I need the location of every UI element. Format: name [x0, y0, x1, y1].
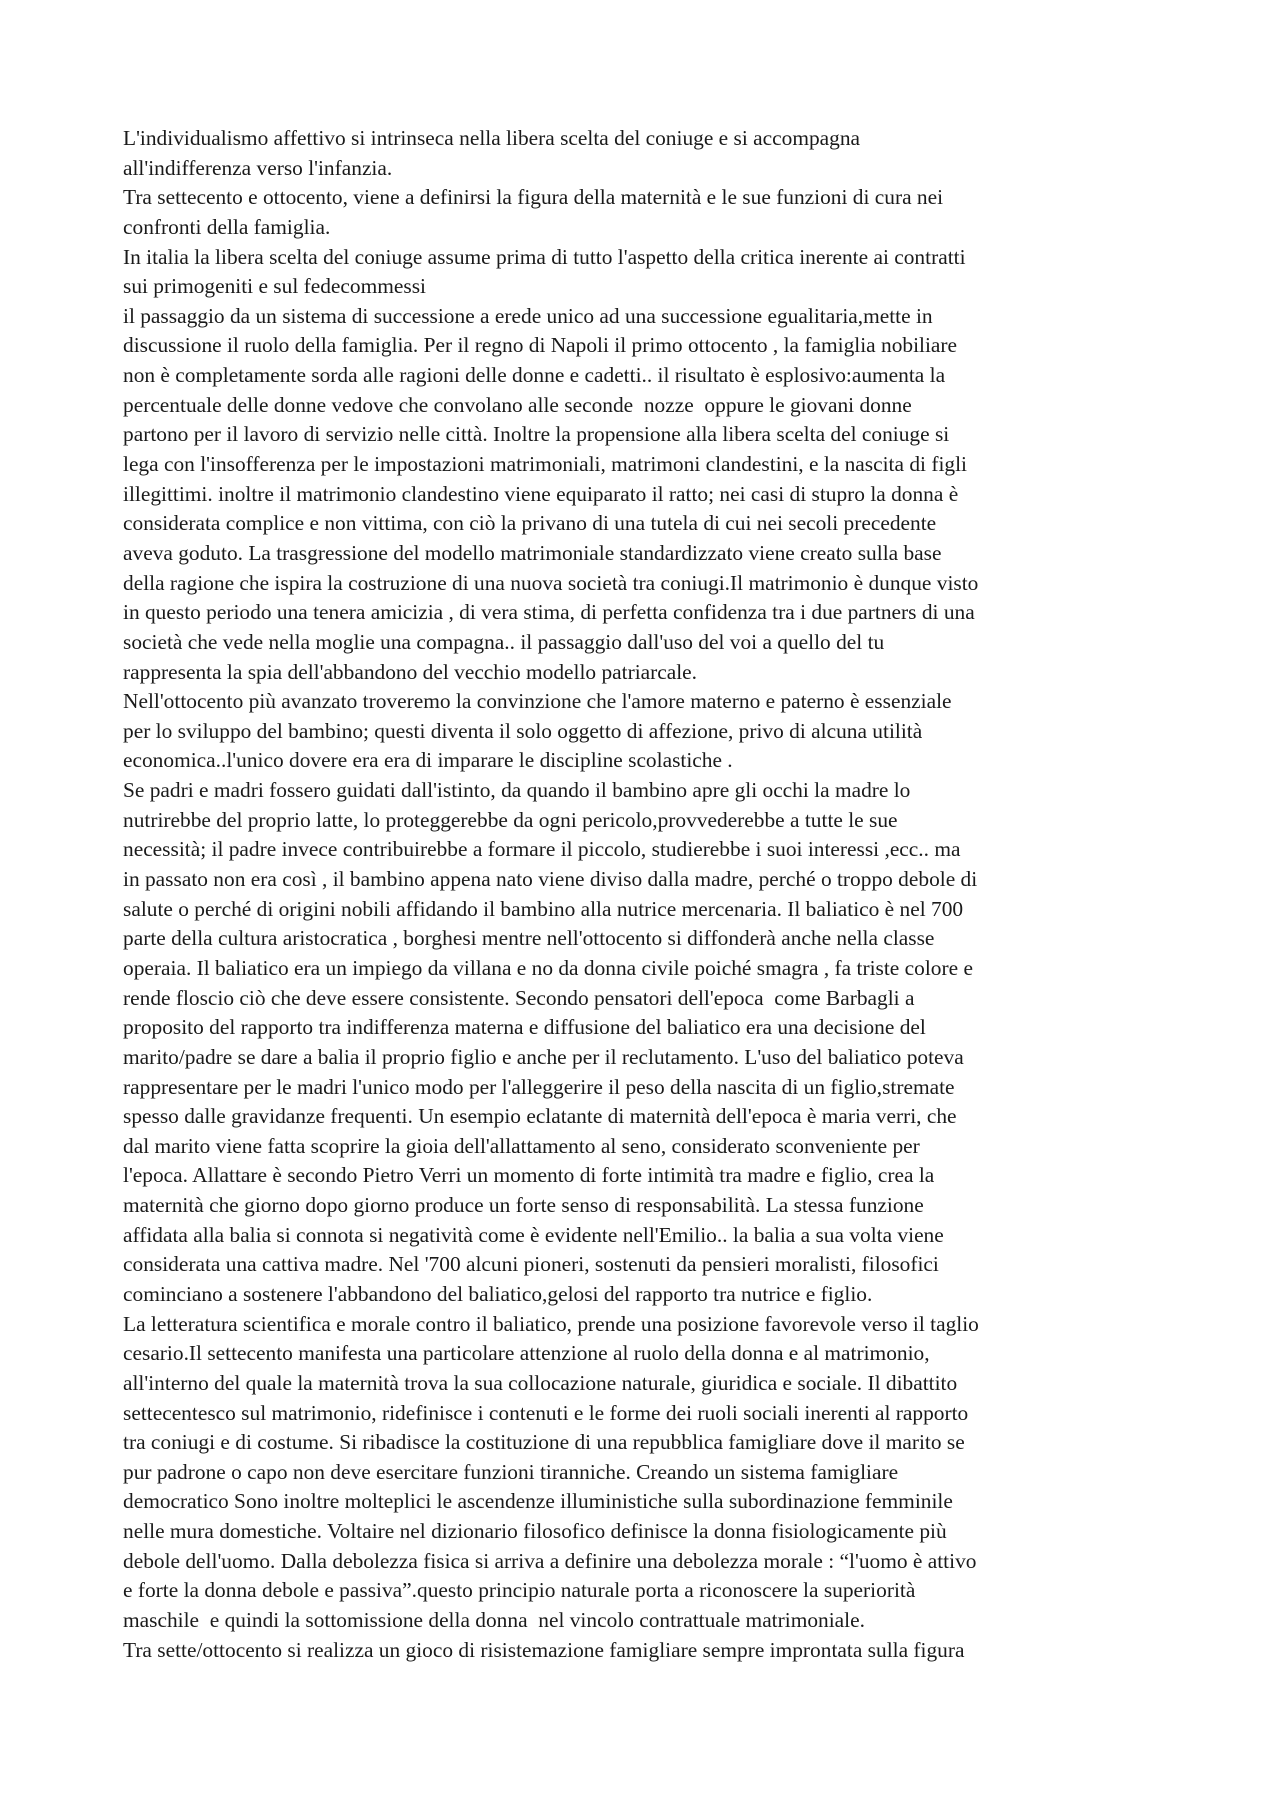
- text-line: settecentesco sul matrimonio, ridefinisce i contenuti e le forme dei ruoli sociali inerenti al rapporto: [123, 1400, 969, 1425]
- text-line: e forte la donna debole e passiva”.questo principio naturale porta a riconoscere la superiorità: [123, 1578, 916, 1603]
- text-line: debole dell'uomo. Dalla debolezza fisica si arriva a definire una debolezza morale : “l'uomo è attivo: [123, 1548, 977, 1573]
- text-line: necessità; il padre invece contribuirebbe a formare il piccolo, studierebbe i suoi interessi ,ecc.. ma: [123, 837, 961, 862]
- text-line: democratico Sono inoltre molteplici le ascendenze illuministiche sulla subordinazione femminile: [123, 1489, 953, 1514]
- text-line: confronti della famiglia.: [123, 214, 331, 239]
- text-line: nelle mura domestiche. Voltaire nel dizionario filosofico definisce la donna fisiologicamente più: [123, 1519, 947, 1544]
- text-line: lega con l'insofferenza per le impostazioni matrimoniali, matrimoni clandestini, e la nascita di figli: [123, 452, 967, 477]
- text-line: il passaggio da un sistema di successione a erede unico ad una successione egualitaria,mette in: [123, 303, 933, 328]
- text-line: parte della cultura aristocratica , borghesi mentre nell'ottocento si diffonderà anche nella classe: [123, 926, 935, 951]
- text-line: salute o perché di origini nobili affidando il bambino alla nutrice mercenaria. Il baliatico è nel 700: [123, 896, 964, 921]
- text-line: In italia la libera scelta del coniuge assume prima di tutto l'aspetto della critica inerente ai contratti: [123, 244, 966, 269]
- text-line: operaia. Il baliatico era un impiego da villana e no da donna civile poiché smagra , fa triste colore e: [123, 955, 973, 980]
- text-line: sui primogeniti e sul fedecommessi: [123, 274, 426, 299]
- text-line: non è completamente sorda alle ragioni delle donne e cadetti.. il risultato è esplosivo:aumenta la: [123, 363, 946, 388]
- text-line: partono per il lavoro di servizio nelle città. Inoltre la propensione alla libera scelta del coniuge si: [123, 422, 950, 447]
- text-line: Tra sette/ottocento si realizza un gioco di risistemazione famigliare sempre improntata sulla figura: [123, 1637, 965, 1662]
- text-line: discussione il ruolo della famiglia. Per il regno di Napoli il primo ottocento , la famiglia nobiliare: [123, 333, 958, 358]
- text-line: in questo periodo una tenera amicizia , di vera stima, di perfetta confidenza tra i due partners di una: [123, 600, 975, 625]
- text-line: all'interno del quale la maternità trova la sua collocazione naturale, giuridica e sociale. Il dibattito: [123, 1370, 958, 1395]
- text-line: affidata alla balia si connota si negatività come è evidente nell'Emilio.. la balia a sua volta viene: [123, 1222, 944, 1247]
- text-line: marito/padre se dare a balia il proprio figlio e anche per il reclutamento. L'uso del baliatico poteva: [123, 1044, 964, 1069]
- text-line: cesario.Il settecento manifesta una particolare attenzione al ruolo della donna e al matrimonio,: [123, 1341, 930, 1366]
- text-line: L'individualismo affettivo si intrinseca nella libera scelta del coniuge e si accompagna: [123, 126, 861, 150]
- text-line: l'epoca. Allattare è secondo Pietro Verri un momento di forte intimità tra madre e figlio, crea la: [123, 1163, 935, 1188]
- text-line: economica..l'unico dovere era era di imparare le discipline scolastiche .: [123, 748, 733, 773]
- text-line: Nell'ottocento più avanzato troveremo la convinzione che l'amore materno e paterno è essenziale: [123, 689, 952, 714]
- text-line: Se padri e madri fossero guidati dall'istinto, da quando il bambino apre gli occhi la madre lo: [123, 778, 911, 803]
- text-line: in passato non era così , il bambino appena nato viene diviso dalla madre, perché o troppo debole di: [123, 867, 978, 892]
- text-line: maternità che giorno dopo giorno produce un forte senso di responsabilità. La stessa funzione: [123, 1193, 924, 1218]
- text-line: rappresentare per le madri l'unico modo per l'alleggerire il peso della nascita di un figlio,stremate: [123, 1074, 955, 1099]
- text-line: considerata complice e non vittima, con ciò la privano di una tutela di cui nei secoli precedente: [123, 511, 937, 536]
- text-line: pur padrone o capo non deve esercitare funzioni tiranniche. Creando un sistema famigliare: [123, 1459, 899, 1484]
- text-line: illegittimi. inoltre il matrimonio clandestino viene equiparato il ratto; nei casi di stupro la donna è: [123, 481, 959, 506]
- text-line: cominciano a sostenere l'abbandono del baliatico,gelosi del rapporto tra nutrice e figlio.: [123, 1281, 873, 1306]
- text-line: società che vede nella moglie una compagna.. il passaggio dall'uso del voi a quello del tu: [123, 629, 885, 654]
- text-line: Tra settecento e ottocento, viene a definirsi la figura della maternità e le sue funzioni di cura nei: [123, 185, 944, 210]
- document-body: [123, 124, 1183, 1665]
- text-line: rappresenta la spia dell'abbandono del vecchio modello patriarcale.: [123, 659, 698, 684]
- text-line: rende floscio ciò che deve essere consistente. Secondo pensatori dell'epoca come Barbagli a: [123, 985, 915, 1010]
- text-line: considerata una cattiva madre. Nel '700 alcuni pioneri, sostenuti da pensieri moralisti, filosofici: [123, 1252, 939, 1277]
- text-line: all'indifferenza verso l'infanzia.: [123, 155, 393, 180]
- text-line: proposito del rapporto tra indifferenza materna e diffusione del baliatico era una decisione del: [123, 1015, 926, 1040]
- text-line: nutrirebbe del proprio latte, lo proteggerebbe da ogni pericolo,provvederebbe a tutte le sue: [123, 807, 898, 832]
- text-line: per lo sviluppo del bambino; questi diventa il solo oggetto di affezione, privo di alcuna utilità: [123, 718, 923, 743]
- text-line: spesso dalle gravidanze frequenti. Un esempio eclatante di maternità dell'epoca è maria verri, che: [123, 1104, 957, 1129]
- text-line: dal marito viene fatta scoprire la gioia dell'allattamento al seno, considerato sconveniente per: [123, 1133, 920, 1158]
- text-line: tra coniugi e di costume. Si ribadisce la costituzione di una repubblica famigliare dove il marito se: [123, 1430, 965, 1455]
- text-line: percentuale delle donne vedove che convolano alle seconde nozze oppure le giovani donne: [123, 392, 912, 417]
- text-line: La letteratura scientifica e morale contro il baliatico, prende una posizione favorevole verso il taglio: [123, 1311, 979, 1336]
- text-line: della ragione che ispira la costruzione di una nuova società tra coniugi.Il matrimonio è dunque visto: [123, 570, 979, 595]
- text-line: aveva goduto. La trasgressione del modello matrimoniale standardizzato viene creato sulla base: [123, 540, 942, 565]
- text-line: maschile e quindi la sottomissione della donna nel vincolo contrattuale matrimoniale.: [123, 1608, 865, 1633]
